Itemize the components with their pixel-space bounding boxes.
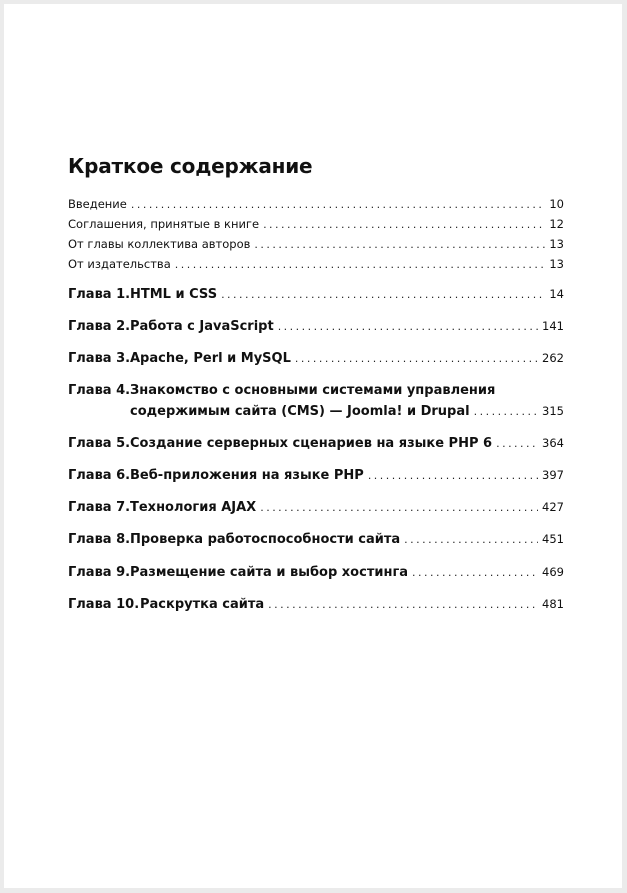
toc-page-number: 10 (549, 197, 564, 211)
toc-page-number: 13 (549, 257, 564, 271)
toc-page-number: 481 (542, 597, 564, 611)
toc-chapter-6 (68, 468, 564, 483)
toc-entry-publisher (68, 257, 564, 271)
chapter-title-line2: содержимым сайта (CMS) — Joomla! и Drupal (130, 404, 470, 419)
toc-chapter-7 (68, 500, 564, 515)
toc-chapter-9 (68, 565, 564, 580)
toc-entry-intro (68, 197, 564, 211)
leader-dots (254, 238, 545, 251)
toc-chapter-2 (68, 319, 564, 334)
chapter-title: Apache, Perl и MySQL (130, 351, 291, 366)
toc-page-number: 13 (549, 237, 564, 251)
leader-dots (278, 320, 538, 333)
page-title: Краткое содержание (68, 154, 313, 178)
chapter-title-line1: Знакомство с основными системами управления (130, 383, 496, 398)
leader-dots (131, 198, 546, 211)
chapter-number: Глава 10. (68, 597, 140, 612)
toc-page-number: 12 (549, 217, 564, 231)
chapter-title: Размещение сайта и выбор хостинга (130, 565, 409, 580)
chapter-number: Глава 6. (68, 468, 131, 483)
leader-dots (474, 405, 538, 418)
toc-page-number: 315 (542, 404, 564, 418)
leader-dots (175, 258, 546, 271)
toc-chapter-4-continued (68, 404, 564, 419)
toc-entry-authors (68, 237, 564, 251)
chapter-title: Технология AJAX (130, 500, 257, 515)
toc-chapter-5 (68, 436, 564, 451)
toc-page-number: 141 (542, 319, 564, 333)
toc-chapter-10 (68, 597, 564, 612)
toc-page-number: 364 (542, 436, 564, 450)
toc-chapter-3 (68, 351, 564, 366)
leader-dots (412, 566, 538, 579)
chapter-number: Глава 9. (68, 565, 131, 580)
toc-entry-label: От главы коллектива авторов (68, 237, 251, 251)
toc-entry-label: Введение (68, 197, 127, 211)
toc-entry-conventions (68, 217, 564, 231)
toc-page-number: 14 (549, 287, 564, 301)
toc-page-number: 469 (542, 565, 564, 579)
chapter-number: Глава 2. (68, 319, 131, 334)
book-page (4, 4, 622, 888)
chapter-title: Проверка работоспособности сайта (130, 532, 401, 547)
chapter-number: Глава 7. (68, 500, 131, 515)
chapter-title: Создание серверных сценариев на языке PHP 6 (130, 436, 493, 451)
chapter-number: Глава 5. (68, 436, 131, 451)
toc-page-number: 397 (542, 468, 564, 482)
chapter-title: Раскрутка сайта (140, 597, 265, 612)
leader-dots (221, 288, 545, 301)
toc-chapter-4 (68, 383, 564, 398)
leader-dots (496, 437, 538, 450)
toc-page-number: 451 (542, 532, 564, 546)
toc-chapter-1 (68, 287, 564, 302)
chapter-number: Глава 4. (68, 383, 131, 398)
leader-dots (268, 598, 538, 611)
chapter-title: Веб-приложения на языке PHP (130, 468, 364, 483)
toc-chapter-8 (68, 532, 564, 547)
toc-page-number: 262 (542, 351, 564, 365)
chapter-number: Глава 1. (68, 287, 131, 302)
chapter-number: Глава 3. (68, 351, 131, 366)
leader-dots (368, 469, 538, 482)
chapter-title: HTML и CSS (130, 287, 218, 302)
leader-dots (263, 218, 545, 231)
leader-dots (260, 501, 538, 514)
chapter-number: Глава 8. (68, 532, 131, 547)
toc-page-number: 427 (542, 500, 564, 514)
chapter-title: Работа с JavaScript (130, 319, 274, 334)
leader-dots (404, 533, 538, 546)
toc-entry-label: От издательства (68, 257, 171, 271)
toc-entry-label: Соглашения, принятые в книге (68, 217, 260, 231)
leader-dots (295, 352, 538, 365)
